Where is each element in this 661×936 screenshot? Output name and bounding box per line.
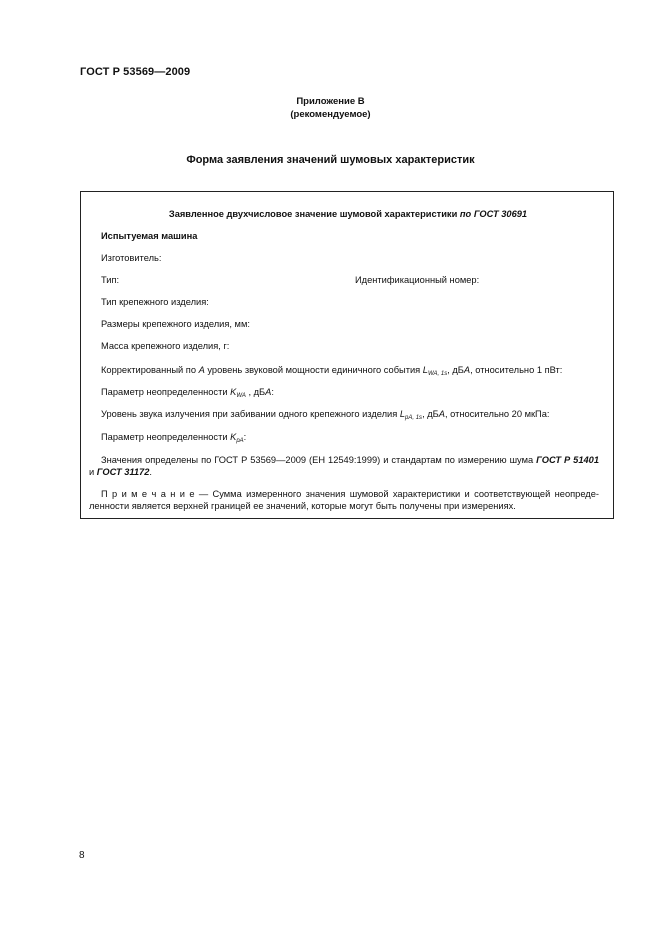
- form-heading-text: Заявленное двухчисловое значение шумовой характеристики: [168, 209, 460, 219]
- note-label: П р и м е ч а н и е: [101, 489, 195, 499]
- declaration-form-box: [80, 191, 614, 519]
- document-code: ГОСТ Р 53569—2009: [80, 66, 191, 78]
- sound-power-field: Корректированный по А уровень звуковой мощности единичного события $L_{WA, 1s}$, дБА, относительно 1 пВт:: [101, 365, 563, 377]
- fastener-type-field: Тип крепежного изделия:: [101, 297, 209, 307]
- note: П р и м е ч а н и е — Сумма измеренного значения шумовой характеристики и соответствующей неопреде- ленности является верхней границей ее значений, которые могут быть получены при измерениях.: [89, 489, 599, 511]
- annex-status: (рекомендуемое): [290, 109, 371, 120]
- annex-title: Приложение В: [296, 96, 365, 107]
- fastener-mass-field: Масса крепежного изделия, г:: [101, 341, 230, 351]
- form-heading-ref: по ГОСТ 30691: [459, 209, 528, 219]
- uncertainty-level-field: Параметр неопределенности $K_{pA}$:: [101, 432, 247, 444]
- manufacturer-field: Изготовитель:: [101, 253, 162, 263]
- type-field: Тип:: [101, 275, 120, 285]
- id-number-field: Идентификационный номер:: [355, 275, 480, 285]
- fastener-size-field: Размеры крепежного изделия, мм:: [101, 319, 250, 329]
- ref-gost-51401: ГОСТ Р 51401: [536, 455, 600, 465]
- uncertainty-power-field: Параметр неопределенности $K_{WA}$ , дБА:: [101, 387, 274, 399]
- form-title: Форма заявления значений шумовых характеристик: [186, 154, 475, 166]
- values-statement: Значения определены по ГОСТ Р 53569—2009 (ЕН 12549:1999) и стандартам по измерению шума ГОСТ Р 51401 и ГОСТ 31172.: [89, 455, 600, 477]
- sound-level-field: Уровень звука излучения при забивании одного крепежного изделия $L_{pA, 1s}$, дБА, относительно 20 мкПа:: [101, 409, 550, 421]
- form-heading: [81, 208, 615, 220]
- page-number: 8: [79, 850, 85, 861]
- ref-gost-31172: ГОСТ 31172: [96, 467, 150, 477]
- machine-label: Испытуемая машина: [101, 231, 198, 241]
